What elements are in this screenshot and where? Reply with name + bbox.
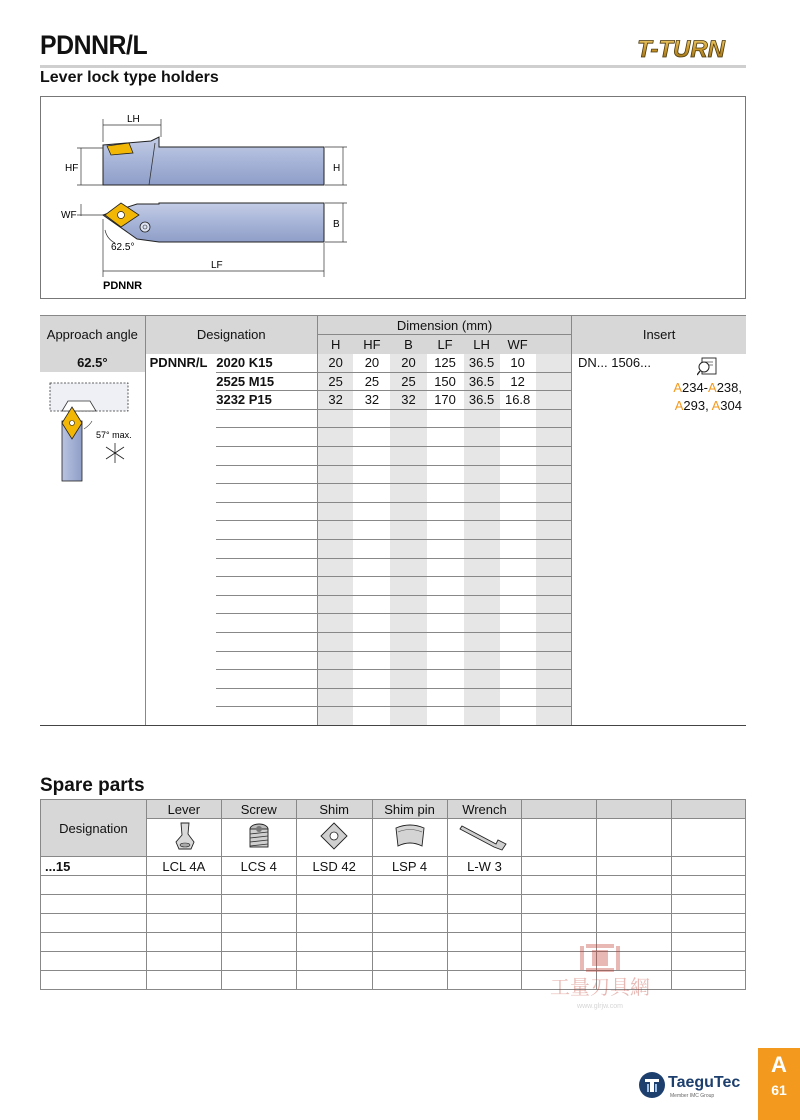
- designation-header: Designation: [145, 316, 317, 354]
- page-title: PDNNR/L: [40, 30, 148, 60]
- shim-icon: [296, 819, 372, 857]
- dim-col-lh: LH: [464, 335, 500, 354]
- designation-code: [216, 558, 317, 577]
- company-subtitle: Member IMC Group: [670, 1093, 715, 1099]
- designation-code: [216, 539, 317, 558]
- designation-code: [216, 688, 317, 707]
- wf-label: WF: [61, 210, 77, 221]
- spare-col-wrench: Wrench: [447, 800, 522, 819]
- insert-ref-line-1[interactable]: A234-A238,: [673, 380, 742, 395]
- wrench-icon: [447, 819, 522, 857]
- approach-angle-diagram: [46, 377, 138, 483]
- holder-drawing: [41, 97, 747, 300]
- spare-col-screw: Screw: [221, 800, 296, 819]
- dimension-value: 16.8: [500, 391, 536, 410]
- approach-angle-value: 62.5°: [40, 354, 145, 372]
- dimension-value: 20: [353, 354, 390, 373]
- designation-code: [216, 446, 317, 465]
- spare-row: [41, 895, 746, 914]
- designation-code: [216, 484, 317, 503]
- dimension-value: 32: [390, 391, 426, 410]
- drawing-caption: PDNNR: [103, 280, 143, 292]
- page-subtitle: Lever lock type holders: [40, 69, 219, 86]
- designation-code: 2020 K15: [216, 354, 317, 373]
- taegutec-emblem-icon: [638, 1071, 666, 1099]
- dimension-value: 25: [317, 372, 353, 391]
- designation-code: [216, 428, 317, 447]
- dimension-value: 20: [317, 354, 353, 373]
- side-view: [65, 114, 347, 185]
- angle-label: 62.5°: [111, 242, 135, 253]
- spare-part-code: L-W 3: [447, 857, 522, 876]
- spare-row: [41, 857, 746, 876]
- b-label: B: [333, 219, 340, 230]
- dimension-value: 36.5: [464, 354, 500, 373]
- company-name: TaeguTec: [668, 1074, 741, 1091]
- dimension-value: 36.5: [464, 391, 500, 410]
- watermark-text: 工量刃具網: [550, 975, 650, 999]
- approach-angle-header: Approach angle: [40, 316, 145, 354]
- spare-row: [41, 876, 746, 895]
- dimension-value: 32: [317, 391, 353, 410]
- designation-code: [216, 670, 317, 689]
- dim-col-h: H: [317, 335, 353, 354]
- designation-code: [216, 707, 317, 726]
- insert-ref-line-2[interactable]: A293, A304: [674, 398, 742, 413]
- dimension-header: Dimension (mm): [317, 316, 571, 335]
- dimension-value: 125: [427, 354, 464, 373]
- spare-part-code: LCS 4: [221, 857, 296, 876]
- designation-code: [216, 651, 317, 670]
- designation-prefix: PDNNR/L: [149, 354, 208, 370]
- title-rule: [40, 65, 746, 68]
- t-turn-logo: [614, 34, 748, 64]
- screw-icon: [221, 819, 296, 857]
- spare-part-code: LSP 4: [372, 857, 447, 876]
- designation-code: 3232 P15: [216, 391, 317, 410]
- dim-col-lf: LF: [427, 335, 464, 354]
- spare-part-code: LSD 42: [296, 857, 372, 876]
- h-label: H: [333, 163, 341, 174]
- feed-direction-icon: [106, 443, 124, 463]
- dimension-value: 170: [427, 391, 464, 410]
- spare-designation: ...15: [41, 857, 147, 876]
- spare-col-shim-pin: Shim pin: [372, 800, 447, 819]
- watermark-logo: [520, 940, 680, 1012]
- insert-code: DN... 1506...: [578, 355, 651, 370]
- spare-parts-title: Spare parts: [40, 775, 145, 796]
- spare-col-shim: Shim: [296, 800, 372, 819]
- dimension-value: 25: [390, 372, 426, 391]
- section-tab: [758, 1048, 800, 1120]
- dim-col-hf: HF: [353, 335, 390, 354]
- company-logo: [638, 1070, 750, 1102]
- dimension-value: 32: [353, 391, 390, 410]
- drawing-box: [40, 96, 746, 299]
- shim-pin-icon: [372, 819, 447, 857]
- designation-code: [216, 632, 317, 651]
- dimensions-table: [40, 315, 746, 726]
- spare-col-lever: Lever: [146, 800, 221, 819]
- lh-label: LH: [127, 114, 140, 125]
- spare-row: [41, 914, 746, 933]
- brand-logo-text: T-TURN: [637, 36, 725, 63]
- section-letter: A: [771, 1052, 787, 1077]
- designation-code: [216, 502, 317, 521]
- dim-col-b: B: [390, 335, 426, 354]
- designation-code: [216, 614, 317, 633]
- designation-code: [216, 521, 317, 540]
- designation-code: [216, 465, 317, 484]
- watermark-url: www.glrjw.com: [577, 1003, 623, 1010]
- hf-label: HF: [65, 163, 79, 174]
- insert-page-refs: [660, 379, 742, 415]
- designation-code: [216, 577, 317, 596]
- dimension-value: 10: [500, 354, 536, 373]
- designation-code: [216, 409, 317, 428]
- dimension-value: 20: [390, 354, 426, 373]
- page-number: 61: [771, 1082, 787, 1098]
- lf-label: LF: [211, 260, 223, 271]
- top-view: [61, 203, 347, 277]
- dim-col-wf: WF: [500, 335, 536, 354]
- spare-designation-header: Designation: [41, 800, 147, 857]
- insert-header: Insert: [572, 316, 746, 354]
- catalog-reference-icon[interactable]: [697, 357, 719, 377]
- approach-note: 57° max.: [96, 430, 132, 440]
- dimension-value: 25: [353, 372, 390, 391]
- dimension-value: 150: [427, 372, 464, 391]
- dimension-value: 12: [500, 372, 536, 391]
- lever-icon: [146, 819, 221, 857]
- designation-code: [216, 595, 317, 614]
- designation-code: 2525 M15: [216, 372, 317, 391]
- dimension-value: 36.5: [464, 372, 500, 391]
- spare-part-code: LCL 4A: [146, 857, 221, 876]
